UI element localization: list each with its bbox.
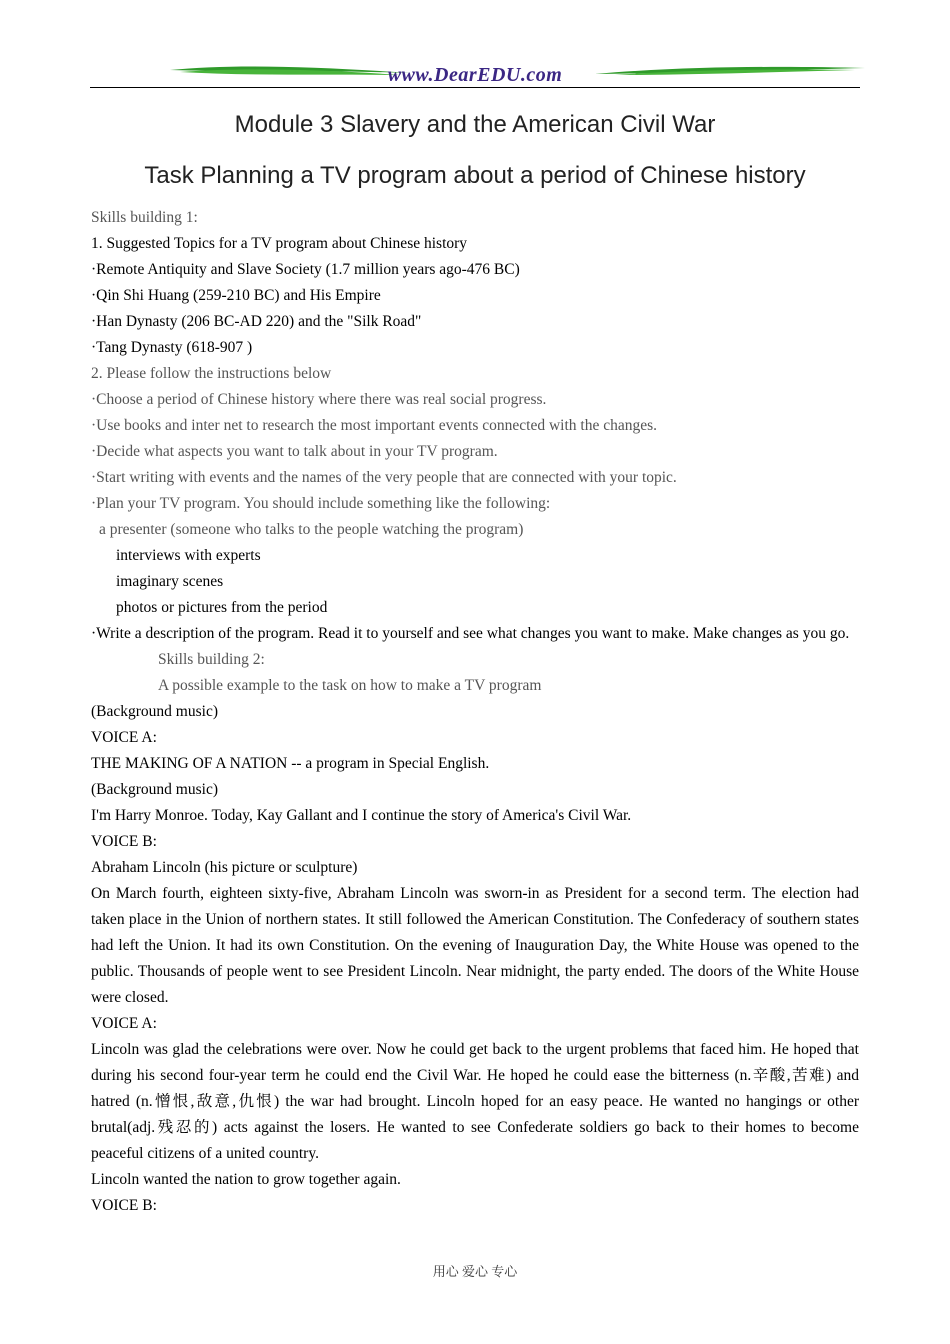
script-paragraph: On March fourth, eighteen sixty-five, Abraham Lincoln was sworn-in as President for a second term. The election had taken place in the Union of northern states. It still followed the American Constitution. The Confederacy of southern states had left the Union. It had its own Constitution. On the evening of Inauguration Day, the White House was opened to the public. Thousands of people went to see President Lincoln. Near midnight, the party ended. The doors of the White House were closed. [91,885,859,1006]
skills-building-1: Skills building 1: [91,209,198,226]
include-item: interviews with experts [116,547,261,564]
topic-item: ·Tang Dynasty (618-907 ) [91,339,253,356]
script-line: VOICE B: [91,833,157,850]
script-line: Abraham Lincoln (his picture or sculpture) [91,859,358,876]
script-line: I'm Harry Monroe. Today, Kay Gallant and I continue the story of America's Civil War. [91,807,632,824]
skills-building-2: Skills building 2: [158,651,265,668]
green-swoosh-right-icon [595,64,865,78]
site-logo-text: www.DearEDU.com [387,64,563,86]
script-line: (Background music) [91,703,218,720]
script-line: THE MAKING OF A NATION -- a program in Special English. [91,755,490,772]
write-description-item: ·Write a description of the program. Read it to yourself and see what changes you want to make. Make changes as you go. [91,625,850,642]
instruction-item: ·Decide what aspects you want to talk about in your TV program. [91,443,498,460]
script-line: Lincoln wanted the nation to grow together again. [91,1171,401,1188]
script-line: VOICE A: [91,729,157,746]
script-paragraph: Lincoln was glad the celebrations were over. Now he could get back to the urgent problems that faced him. He hoped that during his second four-year term he could end the Civil War. He hoped he could ease the bitterness (n.辛酸,苦难) and hatred (n.憎恨,敌意,仇恨) the war had brought. Lincoln hoped for an easy peace. He wanted no hangings or other brutal(adj.残忍的) acts against the losers. He wanted to see Confederate soldiers go back to their homes to become peaceful citizens of a united country. [91,1041,859,1162]
script-line: VOICE A: [91,1015,157,1032]
document-body [91,205,859,1219]
header-banner [90,60,860,90]
script-line: VOICE B: [91,1197,157,1214]
example-heading: A possible example to the task on how to make a TV program [158,677,542,694]
script-line: (Background music) [91,781,218,798]
instruction-item: ·Start writing with events and the names of the very people that are connected with your topic. [91,469,677,486]
presenter-item: a presenter (someone who talks to the people watching the program) [99,521,524,538]
instructions-heading: 2. Please follow the instructions below [91,365,332,382]
instruction-item: ·Use books and inter net to research the most important events connected with the changes. [91,417,658,434]
topics-heading: 1. Suggested Topics for a TV program about Chinese history [91,235,468,252]
topic-item: ·Qin Shi Huang (259-210 BC) and His Empire [91,287,381,304]
topic-item: ·Remote Antiquity and Slave Society (1.7 million years ago-476 BC) [91,261,520,278]
topic-item: ·Han Dynasty (206 BC-AD 220) and the "Silk Road" [91,313,422,330]
instruction-item: ·Plan your TV program. You should include something like the following: [91,495,551,512]
include-item: photos or pictures from the period [116,599,328,616]
include-item: imaginary scenes [116,573,224,590]
instruction-item: ·Choose a period of Chinese history where there was real social progress. [91,391,547,408]
module-title: Module 3 Slavery and the American Civil War [234,111,716,138]
header-rule [90,87,860,88]
page-footer: 用心 爱心 专心 [432,1264,518,1279]
task-title: Task Planning a TV program about a period of Chinese history [144,162,806,189]
